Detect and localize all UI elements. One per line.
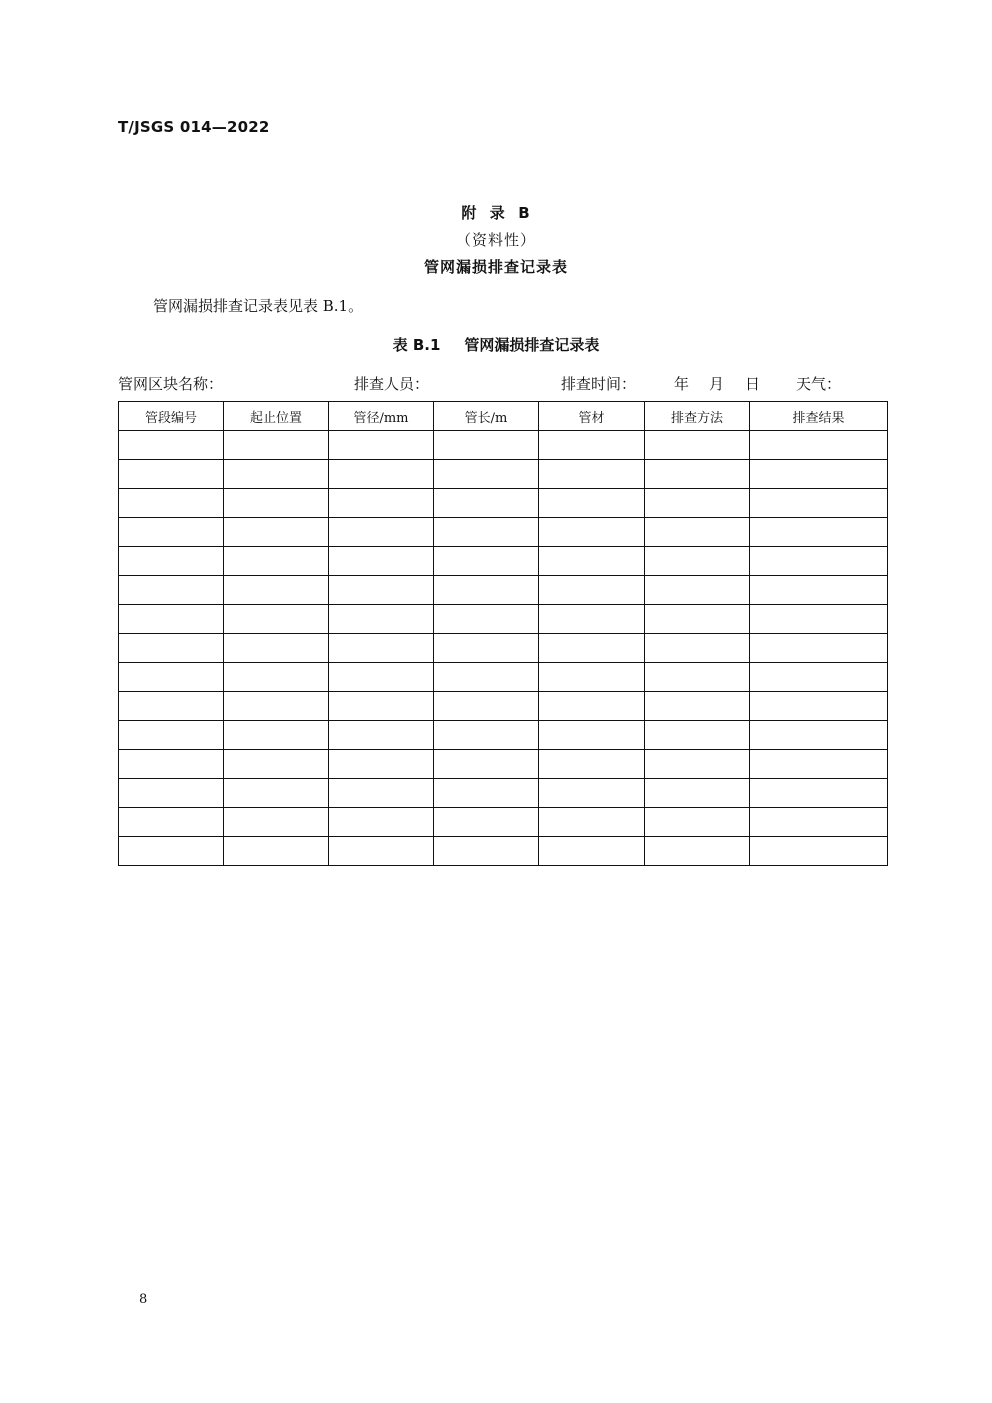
page-number: 8 xyxy=(139,1292,148,1307)
table-cell[interactable] xyxy=(329,576,434,605)
intro-paragraph: 管网漏损排查记录表见表 B.1。 xyxy=(153,297,364,315)
table-row xyxy=(119,518,888,547)
table-cell[interactable] xyxy=(750,489,888,518)
table-row xyxy=(119,489,888,518)
table-cell[interactable] xyxy=(434,605,539,634)
table-cell[interactable] xyxy=(539,576,645,605)
table-cell[interactable] xyxy=(750,808,888,837)
table-cell[interactable] xyxy=(645,460,750,489)
table-cell[interactable] xyxy=(329,460,434,489)
table-cell[interactable] xyxy=(224,460,329,489)
table-cell[interactable] xyxy=(434,576,539,605)
table-cell[interactable] xyxy=(750,460,888,489)
table-cell[interactable] xyxy=(224,808,329,837)
table-cell[interactable] xyxy=(434,692,539,721)
appendix-title: 附 录 B xyxy=(461,204,531,222)
appendix-heading: 管网漏损排查记录表 xyxy=(423,258,568,276)
table-cell[interactable] xyxy=(224,779,329,808)
table-cell[interactable] xyxy=(645,605,750,634)
table-cell[interactable] xyxy=(645,692,750,721)
table-cell[interactable] xyxy=(645,779,750,808)
table-row xyxy=(119,634,888,663)
table-cell[interactable] xyxy=(329,779,434,808)
table-cell[interactable] xyxy=(645,721,750,750)
table-cell[interactable] xyxy=(750,692,888,721)
table-cell[interactable] xyxy=(434,663,539,692)
table-cell[interactable] xyxy=(329,721,434,750)
table-cell[interactable] xyxy=(539,431,645,460)
table-cell[interactable] xyxy=(434,750,539,779)
table-cell[interactable] xyxy=(539,547,645,576)
table-cell[interactable] xyxy=(645,837,750,866)
table-cell[interactable] xyxy=(329,431,434,460)
leak-inspection-record-table xyxy=(118,401,888,866)
table-cell[interactable] xyxy=(224,634,329,663)
table-cell[interactable] xyxy=(329,808,434,837)
table-cell[interactable] xyxy=(539,634,645,663)
table-cell[interactable] xyxy=(539,518,645,547)
table-row xyxy=(119,605,888,634)
table-cell[interactable] xyxy=(119,431,224,460)
table-cell[interactable] xyxy=(645,431,750,460)
document-code: T/JSGS 014—2022 xyxy=(118,118,270,136)
table-row xyxy=(119,431,888,460)
table-cell[interactable] xyxy=(224,692,329,721)
table-cell[interactable] xyxy=(329,547,434,576)
column-header: 起止位置 xyxy=(224,402,329,431)
table-cell[interactable] xyxy=(434,779,539,808)
table-row xyxy=(119,692,888,721)
table-cell[interactable] xyxy=(224,750,329,779)
table-cell[interactable] xyxy=(224,431,329,460)
table-cell[interactable] xyxy=(119,576,224,605)
table-cell[interactable] xyxy=(119,489,224,518)
table-cell[interactable] xyxy=(224,518,329,547)
table-cell[interactable] xyxy=(329,518,434,547)
table-cell[interactable] xyxy=(224,721,329,750)
inspector-label: 排查人员： xyxy=(354,375,430,393)
table-row xyxy=(119,837,888,866)
table-cell[interactable] xyxy=(434,808,539,837)
column-header: 管径/mm xyxy=(329,402,434,431)
day-label: 日 xyxy=(745,375,761,393)
table-cell[interactable] xyxy=(119,750,224,779)
table-cell[interactable] xyxy=(539,779,645,808)
table-cell[interactable] xyxy=(539,808,645,837)
table-cell[interactable] xyxy=(434,721,539,750)
table-cell[interactable] xyxy=(329,634,434,663)
month-label: 月 xyxy=(709,375,725,393)
column-header: 管段编号 xyxy=(119,402,224,431)
table-cell[interactable] xyxy=(224,663,329,692)
table-row xyxy=(119,576,888,605)
table-cell[interactable] xyxy=(645,750,750,779)
table-cell[interactable] xyxy=(434,460,539,489)
column-header: 排查结果 xyxy=(750,402,888,431)
table-cell[interactable] xyxy=(119,837,224,866)
table-cell[interactable] xyxy=(539,837,645,866)
table-cell[interactable] xyxy=(224,576,329,605)
table-cell[interactable] xyxy=(329,605,434,634)
table-cell[interactable] xyxy=(119,663,224,692)
table-cell[interactable] xyxy=(329,692,434,721)
table-caption xyxy=(0,334,992,355)
table-cell[interactable] xyxy=(224,489,329,518)
table-row xyxy=(119,750,888,779)
table-cell[interactable] xyxy=(750,663,888,692)
block-name-label: 管网区块名称： xyxy=(118,375,224,393)
table-cell[interactable] xyxy=(224,837,329,866)
table-cell[interactable] xyxy=(750,721,888,750)
table-row xyxy=(119,808,888,837)
table-cell[interactable] xyxy=(434,837,539,866)
table-cell[interactable] xyxy=(434,518,539,547)
table-cell[interactable] xyxy=(539,460,645,489)
appendix-nature: （资料性） xyxy=(455,231,536,249)
table-cell[interactable] xyxy=(645,489,750,518)
table-cell[interactable] xyxy=(750,634,888,663)
year-label: 年 xyxy=(674,375,690,393)
table-row xyxy=(119,779,888,808)
table-caption-number: 表 B.1 xyxy=(392,336,441,354)
table-cell[interactable] xyxy=(119,634,224,663)
table-cell[interactable] xyxy=(539,663,645,692)
table-row xyxy=(119,663,888,692)
table-row xyxy=(119,460,888,489)
table-cell[interactable] xyxy=(645,547,750,576)
table-cell[interactable] xyxy=(119,518,224,547)
table-row xyxy=(119,547,888,576)
table-cell[interactable] xyxy=(434,634,539,663)
table-cell[interactable] xyxy=(119,779,224,808)
table-cell[interactable] xyxy=(539,750,645,779)
table-cell[interactable] xyxy=(434,431,539,460)
table-header-row xyxy=(119,402,888,431)
table-cell[interactable] xyxy=(539,489,645,518)
weather-label: 天气： xyxy=(796,375,842,393)
table-cell[interactable] xyxy=(119,721,224,750)
table-cell[interactable] xyxy=(750,431,888,460)
table-cell[interactable] xyxy=(539,692,645,721)
table-cell[interactable] xyxy=(329,837,434,866)
table-body xyxy=(119,431,888,866)
table-cell[interactable] xyxy=(434,547,539,576)
inspection-time-label: 排查时间： xyxy=(561,375,637,393)
table-cell[interactable] xyxy=(645,634,750,663)
table-cell[interactable] xyxy=(329,489,434,518)
table-cell[interactable] xyxy=(750,576,888,605)
table-cell[interactable] xyxy=(119,808,224,837)
table-cell[interactable] xyxy=(750,837,888,866)
table-cell[interactable] xyxy=(750,750,888,779)
table-cell[interactable] xyxy=(434,489,539,518)
table-cell[interactable] xyxy=(224,605,329,634)
column-header: 排查方法 xyxy=(645,402,750,431)
table-cell[interactable] xyxy=(119,547,224,576)
table-cell[interactable] xyxy=(645,663,750,692)
table-cell[interactable] xyxy=(119,605,224,634)
table-cell[interactable] xyxy=(750,779,888,808)
table-cell[interactable] xyxy=(119,460,224,489)
table-caption-title: 管网漏损排查记录表 xyxy=(464,336,600,354)
table-cell[interactable] xyxy=(539,605,645,634)
table-cell[interactable] xyxy=(539,721,645,750)
table-cell[interactable] xyxy=(224,547,329,576)
table-cell[interactable] xyxy=(750,547,888,576)
table-cell[interactable] xyxy=(329,750,434,779)
table-cell[interactable] xyxy=(329,663,434,692)
table-row xyxy=(119,721,888,750)
column-header: 管材 xyxy=(539,402,645,431)
table-cell[interactable] xyxy=(750,605,888,634)
table-cell[interactable] xyxy=(645,518,750,547)
table-cell[interactable] xyxy=(645,576,750,605)
table-cell[interactable] xyxy=(645,808,750,837)
table-cell[interactable] xyxy=(119,692,224,721)
column-header: 管长/m xyxy=(434,402,539,431)
table-cell[interactable] xyxy=(750,518,888,547)
